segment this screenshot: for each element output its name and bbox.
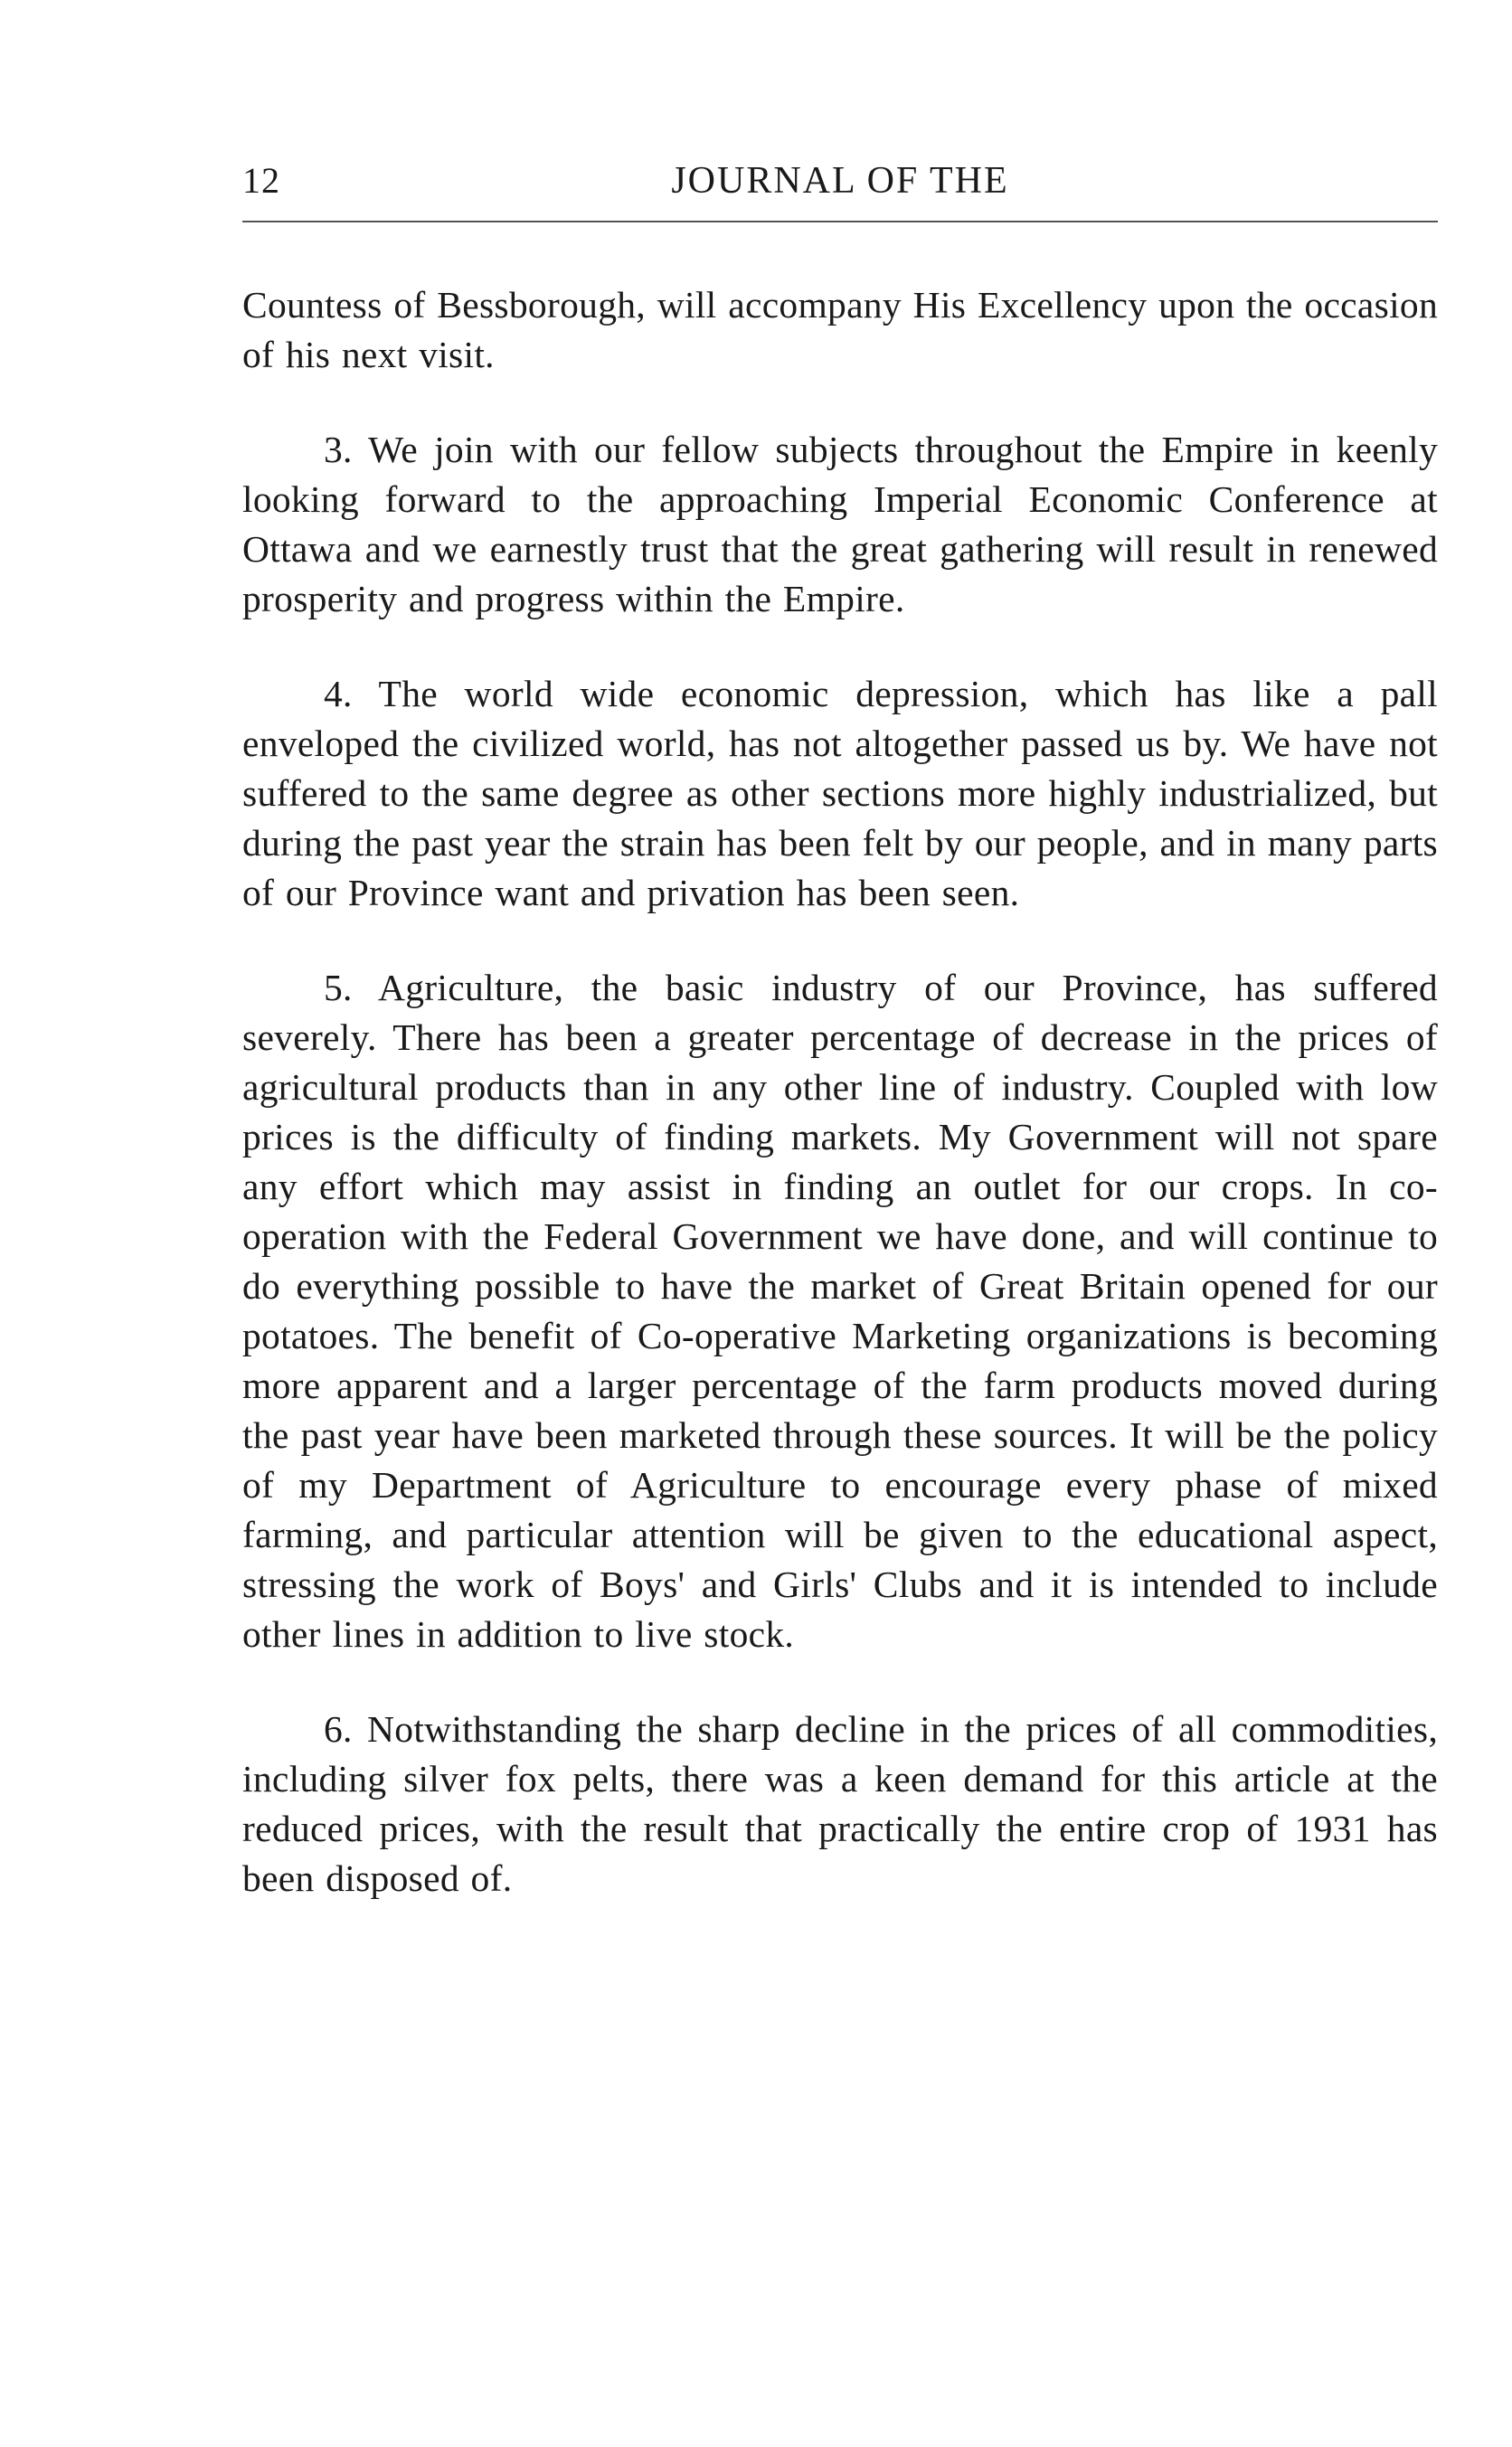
paragraph-4: 4. The world wide economic depression, which has like a pall enveloped the civilized world, has not altogether passed us by. We have not suffered to the same degree as other sections more highly industrialized, but during the past year the strain has been felt by our people, and in many parts of our Province want and privation has been seen. (242, 673, 1438, 913)
paragraph-continuation: Countess of Bessborough, will accompany His Excellency upon the occasion of his next visit. (242, 284, 1438, 375)
paragraph-6: 6. Notwithstanding the sharp decline in the prices of all commodities, including silver fox pelts, there was a keen demand for this article at the reduced prices, with the result that practically the entire crop of 1931 has been disposed of. (242, 1708, 1438, 1899)
journal-title: JOURNAL OF THE (671, 160, 1009, 202)
paragraph-5: 5. Agriculture, the basic industry of our Province, has suffered severely. There has been a greater percentage of decrease in the prices of agricultural products than in any other line of industry. Coupled with low prices is the difficulty of finding markets. My Government will not spare any effort which may assist in finding an outlet for our crops. In co-operation with the Federal Government we have done, and will continue to do everything possible to have the market of Great Britain opened for our potatoes. The benefit of Co-operative Marketing organizations is becoming more apparent and a larger percentage of the farm products moved during the past year have been marketed through these sources. It will be the policy of my Department of Agriculture to encourage every phase of mixed farming, and particular attention will be given to the educational aspect, stressing the work of Boys' and Girls' Clubs and it is intended to include other lines in addition to live stock. (242, 967, 1438, 1655)
paragraph-3: 3. We join with our fellow subjects throughout the Empire in keenly looking forward to the approaching Imperial Economic Conference at Ottawa and we earnestly trust that the great gathering will result in renewed prosperity and progress within the Empire. (242, 429, 1438, 619)
body-text (242, 280, 1438, 1949)
header-divider (242, 221, 1438, 222)
page-number: 12 (242, 160, 280, 201)
running-head (242, 154, 1438, 217)
